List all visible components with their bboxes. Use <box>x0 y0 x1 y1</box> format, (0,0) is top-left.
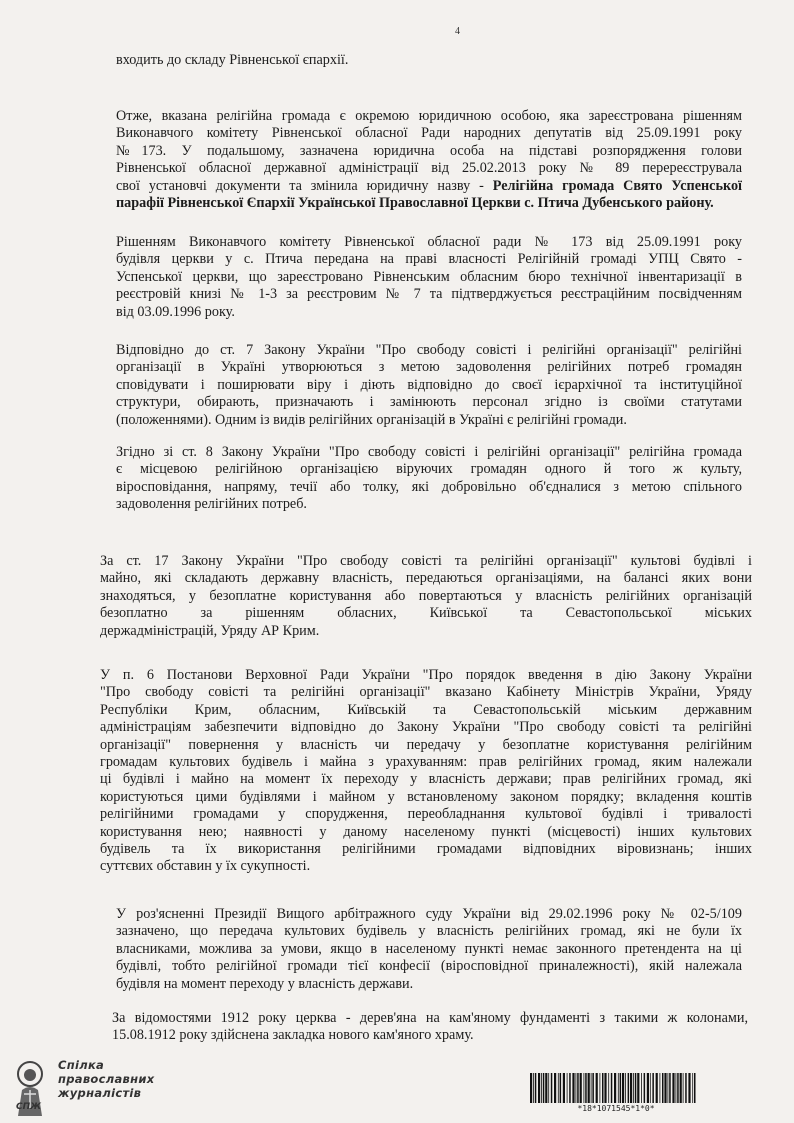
barcode-bar <box>677 1073 679 1103</box>
barcode-bar <box>558 1073 559 1103</box>
barcode-bar <box>630 1073 632 1103</box>
text-line: Республіки Крим, обласним, Київській та Севастопольській міським державним <box>100 701 752 718</box>
text-line: Відповідно до ст. 7 Закону України "Про свободу совісті і релігійні організації" релігійні <box>116 342 742 358</box>
paragraph <box>116 444 742 514</box>
barcode-bar <box>600 1073 601 1103</box>
barcode-bar <box>596 1073 598 1103</box>
text-line: будівель та їх використання релігійними громадами відповідних віровизнань; інших <box>100 841 752 858</box>
barcode-bar <box>620 1073 622 1103</box>
barcode-bar <box>633 1073 634 1103</box>
barcode-bar <box>535 1073 537 1103</box>
barcode-number: *18*1071545*1*0* <box>577 1104 655 1113</box>
barcode-bar <box>647 1073 649 1103</box>
text-line: організації" повернення у власність чи передачу у безоплатне користування релігійним <box>100 736 752 753</box>
text-line: Виконавчого комітету Рівненської обласної Ради народних депутатів від 25.09.1991 року <box>116 125 742 142</box>
text-line: У роз'ясненні Президії Вищого арбітражного суду України від 29.02.1996 року № 02-5/109 <box>116 906 742 922</box>
barcode-bar <box>685 1073 687 1103</box>
barcode-bar <box>576 1073 577 1103</box>
text-line: реєстровій книзі № 1-3 за реєстровим № 7 та підтверджується реєстраційним посвідченням <box>116 286 742 303</box>
barcode-bar <box>656 1073 658 1103</box>
barcode-bar <box>614 1073 616 1103</box>
text-line: Успенської церкви, що зареєстровано Рівненським обласним бюро технічної інвентаризації в <box>116 268 742 285</box>
text-line: користуються цими будівлями і майном у встановленому законом порядку; вкладення коштів <box>100 788 752 805</box>
logo-text <box>58 1058 155 1100</box>
barcode-bar <box>611 1073 613 1103</box>
text-line: організації в Україні утворюються з метою задоволення релігійних потреб громадян <box>116 359 742 376</box>
text-line: релігійними громадами у спорудження, переобладнання культової будівлі і тривалості <box>100 806 752 823</box>
paragraph <box>112 1010 748 1045</box>
text-line: будівля церкви у с. Птича передана на праві власності Релігійній громаді УПЦ Свято - <box>116 251 742 268</box>
barcode-bar <box>625 1073 626 1103</box>
paragraph <box>116 52 736 69</box>
text-line: задоволення релігійних потреб. <box>116 496 307 513</box>
barcode-bar <box>554 1073 556 1103</box>
text-line: є місцевою релігійною організацією віруючих громадян одного й того ж культу, <box>116 461 742 478</box>
paragraph <box>100 553 752 640</box>
barcode-bar <box>622 1073 624 1103</box>
barcode-bar <box>543 1073 545 1103</box>
text-line: зазначено, що передача культових будівель у власність релігійних громад, які не були їх <box>116 923 742 940</box>
barcode-bar <box>588 1073 590 1103</box>
text-line: майно, які складають державну власність, передаються організаціями, на балансі яких вони <box>100 570 752 587</box>
barcode-bar <box>644 1073 646 1103</box>
text-line: 15.08.1912 року здійснена закладка нового кам'яного храму. <box>112 1027 474 1044</box>
text-line: свої установчі документи та змінила юридичну назву - Релігійна громада Свято Успенської <box>116 177 742 194</box>
text-line: Рішенням Виконавчого комітету Рівненської обласної ради № 173 від 25.09.1991 року <box>116 234 742 250</box>
text-line: власниками, можлива за умови, якщо в населеному пункті немає законного претендента на ці <box>116 940 742 957</box>
barcode-bar <box>683 1073 684 1103</box>
barcode-bar <box>541 1073 542 1103</box>
barcode-bar <box>572 1073 574 1103</box>
barcode-bar <box>569 1073 571 1103</box>
barcode-bar <box>538 1073 540 1103</box>
text-line: віросповідання, напряму, течії або толку, які добровільно об'єдналися з метою спільного <box>116 478 742 495</box>
barcode-bar <box>602 1073 604 1103</box>
barcode-bar <box>668 1073 669 1103</box>
barcode-bar <box>560 1073 562 1103</box>
text-line: У п. 6 Постанови Верховної Ради України "Про порядок введення в дію Закону України <box>100 667 752 683</box>
text-line: адміністраціям забезпечити відповідно до Закону України "Про свободу совісті та релігійні <box>100 719 752 736</box>
barcode-bar <box>585 1073 587 1103</box>
text-line: сповідувати і поширювати віру і діють відповідно до своєї ієрархічної та інституційної <box>116 376 742 393</box>
barcode-bar <box>548 1073 549 1103</box>
text-line: №173. У подальшому, зазначена юридична особа на підставі розпорядження голови <box>116 142 742 159</box>
paragraph <box>100 667 752 876</box>
barcode-bar <box>672 1073 674 1103</box>
barcode-bar <box>652 1073 654 1103</box>
paragraph <box>116 906 742 993</box>
barcode-bar <box>692 1073 693 1103</box>
logo-line: журналістів <box>58 1086 142 1100</box>
text-line: суттєвих обставин у їх сукупності. <box>100 858 311 875</box>
barcode-bar <box>533 1073 534 1103</box>
barcode-bar <box>694 1073 696 1103</box>
page-number: 4 <box>455 26 460 37</box>
barcode-bar <box>604 1073 606 1103</box>
text-line: Згідно зі ст. 8 Закону України "Про свободу совісті і релігійні організації" релігійна громада <box>116 444 742 460</box>
barcode-bar <box>676 1073 677 1103</box>
text-line: входить до складу Рівненської єпархії. <box>116 52 349 68</box>
logo-abbr: СПЖ <box>16 1102 42 1112</box>
barcode-bar <box>662 1073 664 1103</box>
barcode-bar <box>592 1073 594 1103</box>
barcode-bar <box>669 1073 671 1103</box>
barcode-bar <box>551 1073 553 1103</box>
barcode-bar <box>660 1073 661 1103</box>
barcode-bar <box>641 1073 642 1103</box>
spzh-logo <box>8 1058 155 1120</box>
text-line: держадміністрацій, Уряду АР Крим. <box>100 622 320 639</box>
logo-line: Спілка <box>58 1058 105 1072</box>
barcode-bar <box>591 1073 592 1103</box>
logo-line: православних <box>58 1072 155 1086</box>
text-line: користування нею; наявності у даному населеному пункті (місцевості) інших культових <box>100 823 752 840</box>
barcode-bar <box>635 1073 637 1103</box>
text-line: ці будівлі і майно на момент їх переходу у власність держави; прав релігійних громад, які <box>100 771 752 788</box>
barcode-bar <box>530 1073 532 1103</box>
text-line: будівлі, тобто релігійної громади тієї конфесії (віросповідної приналежності), якій належала <box>116 958 742 975</box>
text-line: (положеннями). Одним із видів релігійних організацій в Україні є релігійні громади. <box>116 411 627 428</box>
text-line: "Про свободу совісті та релігійні організації" вказано Кабінету Міністрів України, Уряду <box>100 684 752 701</box>
text-line: безоплатно за рішенням обласних, Київської та Севастопольської міських <box>100 605 752 622</box>
barcode-bar <box>580 1073 582 1103</box>
barcode-bar <box>680 1073 682 1103</box>
text-line: Отже, вказана релігійна громада є окремою юридичною особою, яка зареєстрована рішенням <box>116 108 742 124</box>
barcode-bar <box>608 1073 609 1103</box>
barcode-bar <box>567 1073 568 1103</box>
barcode-bar <box>545 1073 547 1103</box>
text-line: громадам культових будівель і майна з урахуванням: прав релігійних громад, яким належали <box>100 754 752 771</box>
barcode-bar <box>584 1073 585 1103</box>
barcode <box>528 1073 698 1103</box>
text-line: Рівненської обласної державної адміністрації від 25.02.2013 року № 89 перереєструвала <box>116 160 742 177</box>
barcode-bar <box>688 1073 690 1103</box>
barcode-bar <box>618 1073 619 1103</box>
paragraph <box>116 342 742 429</box>
text-line: За відомостями 1912 року церква - дерев'яна на кам'яному фундаменті з такими ж колонами, <box>112 1010 748 1026</box>
barcode-bar <box>664 1073 666 1103</box>
text-line: будівля на момент переходу у власність держави. <box>116 975 414 992</box>
text-line: від 03.09.1996 року. <box>116 303 235 320</box>
text-line: структури, обирають, призначають і замінюють персонал згідно із своїми статутами <box>116 394 742 411</box>
text-line: знаходяться, у безоплатне користування або повертаються у власність релігійних організацій <box>100 587 752 604</box>
barcode-bar <box>577 1073 579 1103</box>
text-line: За ст. 17 Закону України "Про свободу совісті та релігійні організації" культові будівлі і <box>100 553 752 569</box>
barcode-bar <box>628 1073 630 1103</box>
paragraph <box>116 234 742 321</box>
text-line: парафії Рівненської Єпархії Української Православної Церкви с. Птича Дубенського району. <box>116 195 714 212</box>
barcode-bar <box>650 1073 651 1103</box>
barcode-bar <box>637 1073 639 1103</box>
barcode-bar <box>563 1073 565 1103</box>
paragraph <box>116 108 742 212</box>
